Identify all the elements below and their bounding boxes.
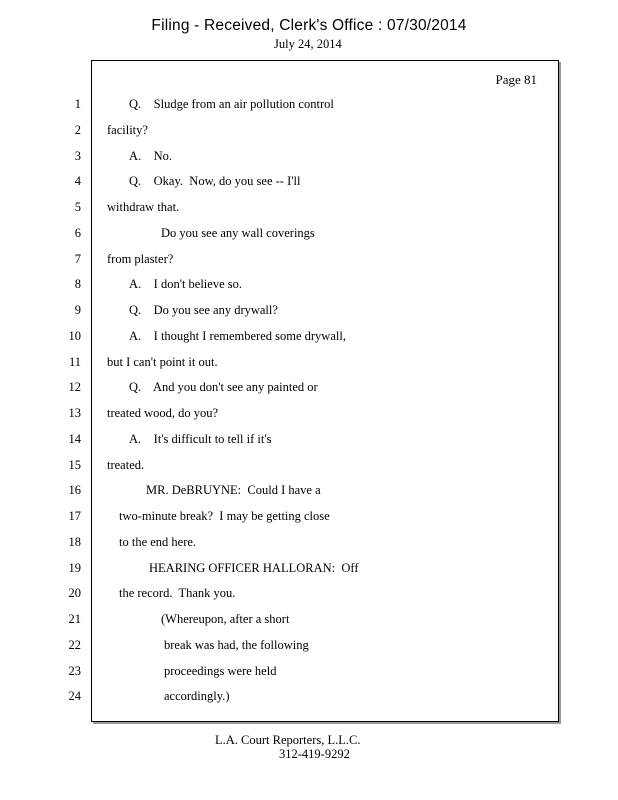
transcript-line: proceedings were held [164, 663, 277, 678]
transcript-line: but I can't point it out. [107, 354, 218, 369]
line-number: 10 [68, 328, 81, 343]
transcript-line: Q. Do you see any drywall? [129, 303, 278, 317]
line-number: 7 [74, 251, 81, 266]
line-number: 18 [68, 534, 81, 549]
line-number: 23 [68, 663, 81, 678]
transcript-line: Q. Sludge from an air pollution control [129, 97, 334, 111]
line-number: 15 [68, 457, 81, 472]
transcript-page [68, 60, 559, 722]
line-number: 11 [68, 354, 81, 369]
line-number: 17 [68, 509, 81, 523]
line-number: 16 [68, 483, 81, 498]
line-number: 8 [74, 277, 81, 292]
line-number: 14 [68, 431, 81, 446]
line-number: 19 [68, 560, 81, 575]
transcript-line: (Whereupon, after a short [161, 612, 290, 626]
transcript-line: accordingly.) [164, 689, 230, 704]
filing-stamp: Filing - Received, Clerk's Office : 07/30/2014 [151, 17, 467, 34]
transcript-line: Q. Okay. Now, do you see -- I'll [129, 174, 301, 189]
transcript-line: Q. And you don't see any painted or [129, 380, 318, 395]
line-number: 21 [68, 612, 81, 626]
transcript-line: two-minute break? I may be getting close [119, 509, 330, 523]
line-number: 6 [74, 225, 81, 240]
court-reporter-company: L.A. Court Reporters, L.L.C. [215, 733, 361, 747]
line-number: 3 [74, 148, 81, 163]
transcript-date: July 24, 2014 [274, 37, 342, 51]
transcript-line: A. It's difficult to tell if it's [129, 431, 272, 446]
transcript-line: to the end here. [119, 534, 197, 549]
transcript-line: break was had, the following [164, 637, 309, 652]
transcript-line: MR. DeBRUYNE: Could I have a [146, 483, 321, 498]
transcript-line: facility? [107, 122, 148, 137]
court-reporter-phone: 312-419-9292 [279, 747, 350, 761]
transcript-line: A. I don't believe so. [129, 277, 242, 292]
transcript-line: A. No. [129, 148, 173, 163]
line-number: 20 [68, 586, 81, 601]
line-number: 22 [68, 637, 81, 652]
transcript-line: A. I thought I remembered some drywall, [129, 328, 346, 343]
transcript-line: Do you see any wall coverings [161, 225, 315, 240]
transcript-line: treated wood, do you? [107, 406, 219, 420]
page-number: Page 81 [495, 72, 537, 87]
line-number: 1 [74, 97, 81, 111]
line-number: 2 [74, 122, 81, 137]
line-number: 24 [68, 689, 81, 704]
line-number: 12 [68, 380, 81, 395]
line-number: 5 [74, 200, 81, 214]
transcript-line: HEARING OFFICER HALLORAN: Off [149, 560, 359, 575]
line-number: 9 [74, 303, 81, 317]
transcript-line: treated. [107, 457, 145, 472]
line-number: 4 [74, 174, 81, 189]
transcript-line: from plaster? [107, 251, 174, 266]
line-number: 13 [68, 406, 81, 420]
transcript-line: the record. Thank you. [119, 586, 236, 601]
transcript-line: withdraw that. [107, 200, 180, 214]
